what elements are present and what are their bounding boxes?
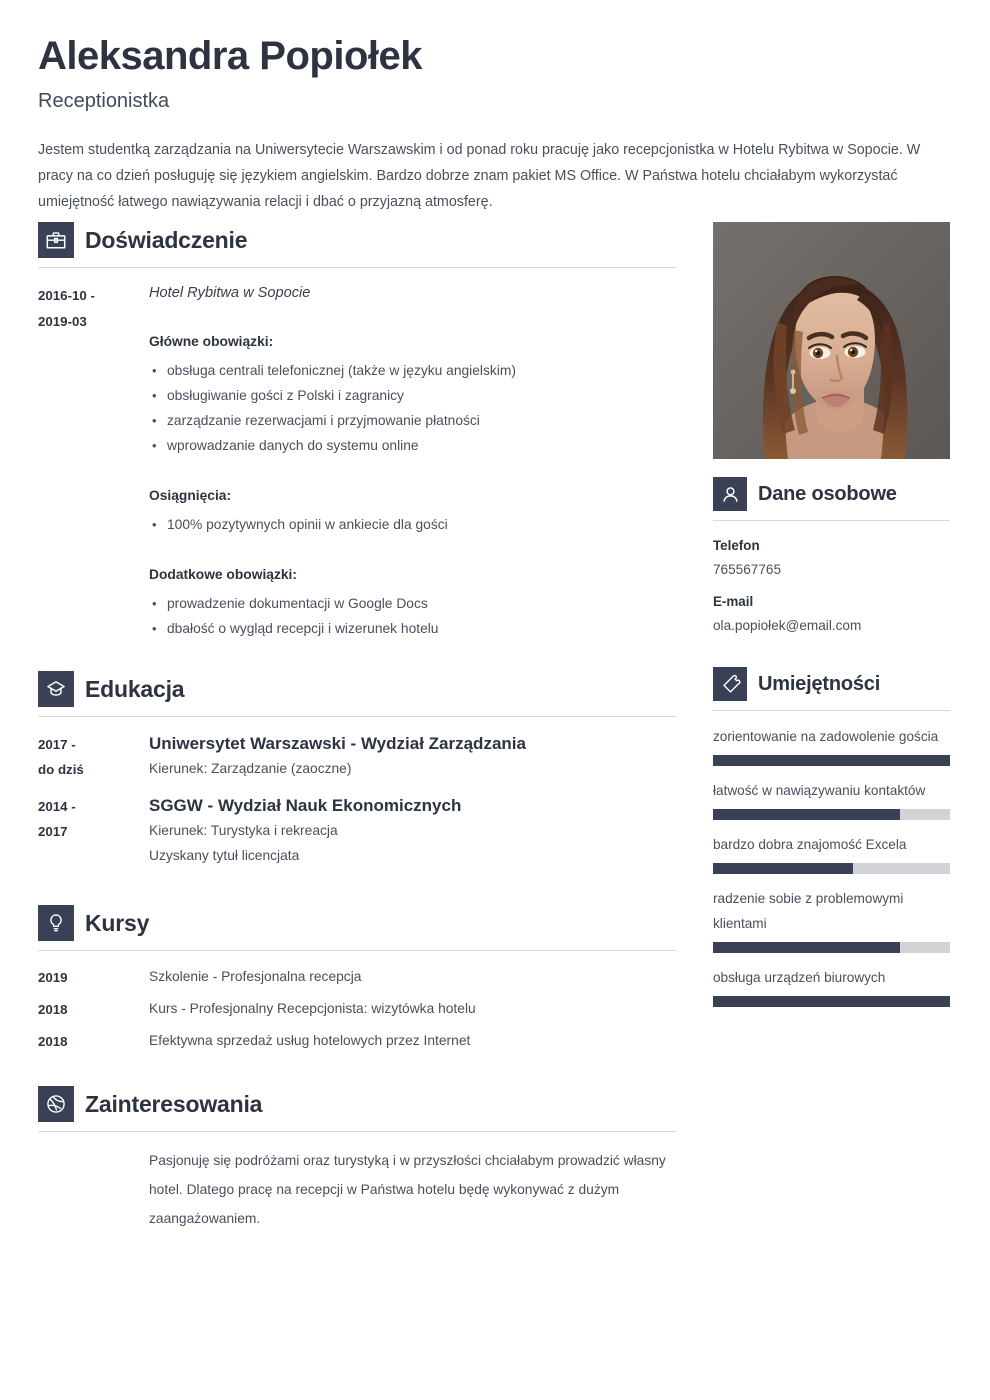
extra-duty-item: • dbałość o wygląd recepcji i wizerunek hotelu bbox=[149, 616, 676, 641]
school-detail: Uzyskany tytuł licencjata bbox=[149, 848, 300, 863]
duties-list bbox=[149, 358, 676, 458]
skill-label: radzenie sobie z problemowymi klientami bbox=[713, 891, 904, 931]
interests-text: Pasjonuję się podróżami oraz turystyką i w przyszłości chciałabym prowadzić własny hotel. Dlatego pracę na recepcji w Państwa hotelu będę wykonywać z dużym zaangażowaniem. bbox=[149, 1153, 666, 1226]
course-name: Kurs - Profesjonalny Recepcjonista: wizytówka hotelu bbox=[149, 1001, 476, 1016]
education-entry-date bbox=[38, 793, 149, 844]
skill-label: bardzo dobra znajomość Excela bbox=[713, 837, 907, 852]
section-interests-title: Zainteresowania bbox=[85, 1090, 263, 1117]
duty-item: • wprowadzanie danych do systemu online bbox=[149, 433, 676, 458]
skill-item bbox=[713, 965, 950, 1007]
skill-label: obsługa urządzeń biurowych bbox=[713, 970, 886, 985]
duty-item: • obsługiwanie gości z Polski i zagranicy bbox=[149, 383, 676, 408]
skill-bar-fill bbox=[713, 996, 950, 1007]
section-education-header bbox=[38, 671, 676, 716]
spacer bbox=[38, 879, 676, 905]
spacer bbox=[38, 641, 676, 671]
lightbulb-icon bbox=[38, 905, 74, 941]
phone-label: Telefon bbox=[713, 538, 760, 553]
section-personal-title: Dane osobowe bbox=[758, 483, 897, 505]
briefcase-icon bbox=[38, 222, 74, 258]
candidate-name: Aleksandra Popiołek bbox=[38, 34, 422, 78]
section-divider bbox=[713, 520, 950, 521]
school-name: Uniwersytet Warszawski - Wydział Zarządzania bbox=[149, 734, 526, 753]
skill-label: zorientowanie na zadowolenie gościa bbox=[713, 729, 939, 744]
section-divider bbox=[38, 716, 676, 717]
left-column bbox=[38, 222, 676, 1233]
section-experience-header bbox=[38, 222, 676, 267]
skill-bar-fill bbox=[713, 809, 900, 820]
course-entry bbox=[38, 965, 676, 990]
course-name: Szkolenie - Profesjonalna recepcja bbox=[149, 969, 362, 984]
experience-entry-date bbox=[38, 282, 149, 335]
section-divider bbox=[713, 710, 950, 711]
education-entry-date bbox=[38, 731, 149, 782]
email-label: E-mail bbox=[713, 594, 754, 609]
section-divider bbox=[38, 950, 676, 951]
section-skills-header bbox=[713, 667, 950, 710]
avatar bbox=[713, 222, 950, 459]
graduation-cap-icon bbox=[38, 671, 74, 707]
extra-duties-group-label: Dodatkowe obowiązki: bbox=[149, 567, 297, 582]
section-experience bbox=[38, 222, 676, 641]
course-date: 2019 bbox=[38, 970, 68, 985]
spacer bbox=[38, 1061, 676, 1086]
education-entry-body bbox=[149, 793, 676, 868]
section-courses-title: Kursy bbox=[85, 909, 150, 936]
date-from: 2016-10 - bbox=[38, 288, 95, 303]
skill-bar-track bbox=[713, 809, 950, 820]
skill-bar-track bbox=[713, 996, 950, 1007]
date-to: do dziś bbox=[38, 762, 84, 777]
skill-bar-track bbox=[713, 942, 950, 953]
course-name: Efektywna sprzedaż usług hotelowych przez Internet bbox=[149, 1033, 471, 1048]
section-interests bbox=[38, 1086, 676, 1233]
school-name: SGGW - Wydział Nauk Ekonomicznych bbox=[149, 796, 462, 815]
phone-value: 765567765 bbox=[713, 562, 782, 577]
date-from: 2017 - bbox=[38, 737, 76, 752]
education-entry bbox=[38, 731, 676, 782]
duty-item: • zarządzanie rezerwacjami i przyjmowanie płatności bbox=[149, 408, 676, 433]
experience-entry-body bbox=[149, 282, 676, 641]
achievements-group-label: Osiągnięcia: bbox=[149, 488, 232, 503]
section-interests-header bbox=[38, 1086, 676, 1131]
extra-duties-list bbox=[149, 591, 676, 641]
puzzle-icon bbox=[713, 667, 747, 701]
experience-company: Hotel Rybitwa w Sopocie bbox=[149, 285, 311, 301]
skill-label: łatwość w nawiązywaniu kontaktów bbox=[713, 783, 926, 798]
date-to: 2019-03 bbox=[38, 314, 87, 329]
skill-bar-fill bbox=[713, 942, 900, 953]
skill-item bbox=[713, 832, 950, 874]
skill-item bbox=[713, 778, 950, 820]
person-icon bbox=[713, 477, 747, 511]
section-courses bbox=[38, 905, 676, 1054]
duties-group-label: Główne obowiązki: bbox=[149, 334, 274, 349]
education-entry bbox=[38, 793, 676, 868]
skill-item bbox=[713, 724, 950, 766]
school-detail: Kierunek: Turystyka i rekreacja bbox=[149, 823, 338, 838]
section-experience-title: Doświadczenie bbox=[85, 226, 248, 253]
achievements-list bbox=[149, 512, 676, 537]
section-skills bbox=[713, 667, 950, 1007]
section-skills-title: Umiejętności bbox=[758, 673, 881, 695]
extra-duty-item: • prowadzenie dokumentacji w Google Docs bbox=[149, 591, 676, 616]
course-date: 2018 bbox=[38, 1002, 68, 1017]
right-column bbox=[713, 222, 950, 1019]
date-from: 2014 - bbox=[38, 799, 76, 814]
achievement-item: • 100% pozytywnych opinii w ankiecie dla gości bbox=[149, 512, 676, 537]
school-detail: Kierunek: Zarządzanie (zaoczne) bbox=[149, 761, 352, 776]
section-education bbox=[38, 671, 676, 868]
section-divider bbox=[38, 1131, 676, 1132]
skill-bar-track bbox=[713, 755, 950, 766]
course-date: 2018 bbox=[38, 1034, 68, 1049]
candidate-summary: Jestem studentką zarządzania na Uniwersytecie Warszawskim i od ponad roku pracuję jako recepcjonistka w Hotelu Rybitwa w Sopocie. W pracy na co dzień posługuję się językiem angielskim. Bardzo dobrze znam pakiet MS Office. W Państwa hotelu chciałabym wykorzystać umiejętność łatwego nawiązywania relacji i dbać o przyjazną atmosferę. bbox=[38, 142, 921, 210]
duty-item: • obsługa centrali telefonicznej (także w języku angielskim) bbox=[149, 358, 676, 383]
course-entry bbox=[38, 1029, 676, 1054]
email-value: ola.popiołek@email.com bbox=[713, 618, 862, 633]
skill-item bbox=[713, 886, 950, 953]
experience-entry bbox=[38, 282, 676, 641]
section-personal-header bbox=[713, 477, 950, 520]
skill-bar-track bbox=[713, 863, 950, 874]
education-entry-body bbox=[149, 731, 676, 781]
section-divider bbox=[38, 267, 676, 268]
section-personal-data bbox=[713, 477, 950, 638]
ball-icon bbox=[38, 1086, 74, 1122]
cv-header bbox=[38, 34, 950, 215]
candidate-job-title: Receptionistka bbox=[38, 90, 170, 112]
course-entry bbox=[38, 997, 676, 1022]
skill-bar-fill bbox=[713, 755, 950, 766]
section-courses-header bbox=[38, 905, 676, 950]
date-to: 2017 bbox=[38, 824, 68, 839]
section-education-title: Edukacja bbox=[85, 675, 185, 702]
skill-bar-fill bbox=[713, 863, 853, 874]
